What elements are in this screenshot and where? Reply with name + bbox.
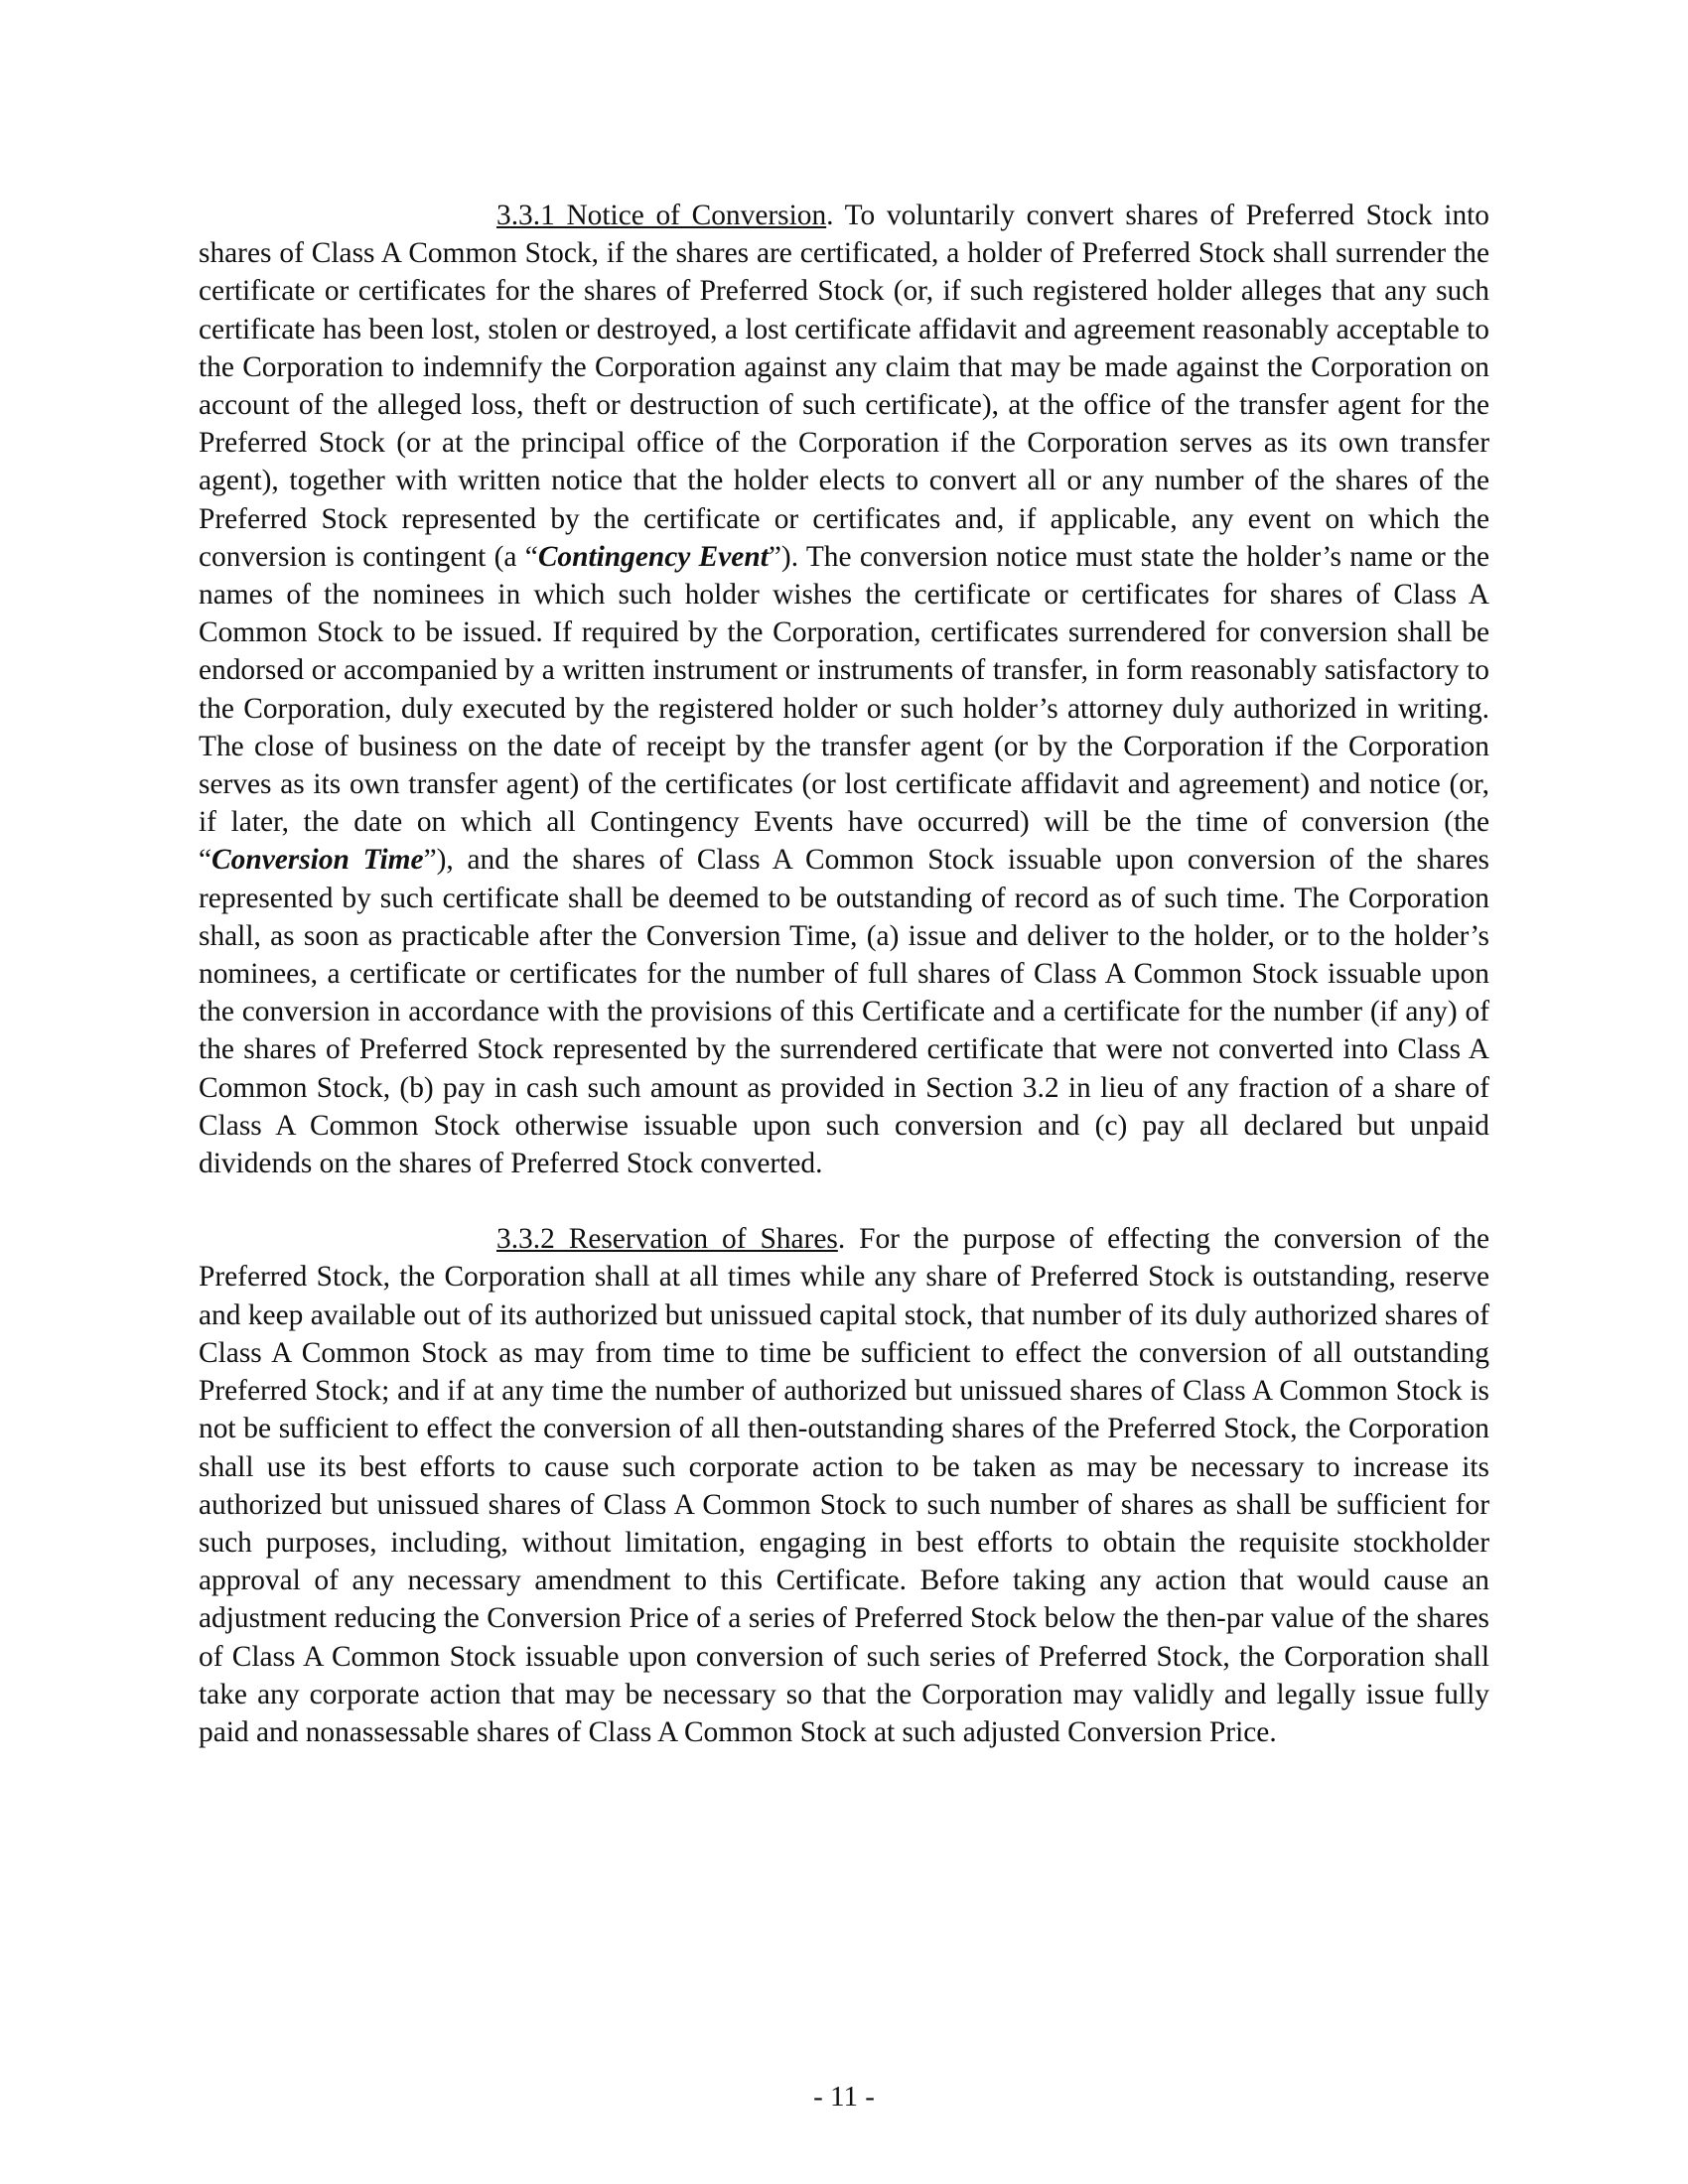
paragraph-text: ”). The conversion notice must state the holder’s name or the names of the nominees in which such holder wishes the certificate or certificates for shares of Class A Common Stock to be issued. If required by the Corporation, certificates surrendered for conversion shall be endorsed or accompanied by a written instrument or instruments of transfer, in form reasonably satisfactory to the Corporation, duly executed by the registered holder or such holder’s attorney duly authorized in writing. The close of business on the date of receipt by the transfer agent (or by the Corporation if the Corporation serves as its own transfer agent) of the certificates (or lost certificate affidavit and agreement) and notice (or, if later, the date on which all Contingency Events have occurred) will be the time of conversion (the “: [199, 540, 1489, 877]
section-3-3-2-paragraph: [199, 1220, 1489, 1751]
paragraph-text: . For the purpose of effecting the conversion of the Preferred Stock, the Corporation shall at all times while any share of Preferred Stock is outstanding, reserve and keep available out of its authorized but unissued capital stock, that number of its duly authorized shares of Class A Common Stock as may from time to time be sufficient to effect the conversion of all outstanding Preferred Stock; and if at any time the number of authorized but unissued shares of Class A Common Stock is not be sufficient to effect the conversion of all then-outstanding shares of the Preferred Stock, the Corporation shall use its best efforts to cause such corporate action to be taken as may be necessary to increase its authorized but unissued shares of Class A Common Stock to such number of shares as shall be sufficient for such purposes, including, without limitation, engaging in best efforts to obtain the requisite stockholder approval of any necessary amendment to this Certificate. Before taking any action that would cause an adjustment reducing the Conversion Price of a series of Preferred Stock below the then-par value of the shares of Class A Common Stock issuable upon conversion of such series of Preferred Stock, the Corporation shall take any corporate action that may be necessary so that the Corporation may validly and legally issue fully paid and nonassessable shares of Class A Common Stock at such adjusted Conversion Price.: [199, 1223, 1489, 1748]
paragraph-text: . To voluntarily convert shares of Preferred Stock into shares of Class A Common Stock, if the shares are certificated, a holder of Preferred Stock shall surrender the certificate or certificates for the shares of Preferred Stock (or, if such registered holder alleges that any such certificate has been lost, stolen or destroyed, a lost certificate affidavit and agreement reasonably acceptable to the Corporation to indemnify the Corporation against any claim that may be made against the Corporation on account of the alleged loss, theft or destruction of such certificate), at the office of the transfer agent for the Preferred Stock (or at the principal office of the Corporation if the Corporation serves as its own transfer agent), together with written notice that the holder elects to convert all or any number of the shares of the Preferred Stock represented by the certificate or certificates and, if applicable, any event on which the conversion is contingent (a “: [199, 200, 1489, 573]
section-3-3-1-heading: 3.3.1 Notice of Conversion: [496, 200, 827, 231]
section-3-3-1-paragraph: [199, 197, 1489, 1182]
defined-term-conversion-time: Conversion Time: [211, 844, 424, 877]
section-3-3-2-heading: 3.3.2 Reservation of Shares: [496, 1223, 838, 1256]
defined-term-contingency-event: Contingency Event: [537, 540, 769, 573]
document-body: [199, 197, 1489, 1751]
paragraph-text: ”), and the shares of Class A Common Stock issuable upon conversion of the shares represented by such certificate shall be deemed to be outstanding of record as of such time. The Corporation shall, as soon as practicable after the Conversion Time, (a) issue and deliver to the holder, or to the holder’s nominees, a certificate or certificates for the number of full shares of Class A Common Stock issuable upon the conversion in accordance with the provisions of this Certificate and a certificate for the number (if any) of the shares of Preferred Stock represented by the surrendered certificate that were not converted into Class A Common Stock, (b) pay in cash such amount as provided in Section 3.2 in lieu of any fraction of a share of Class A Common Stock otherwise issuable upon such conversion and (c) pay all declared but unpaid dividends on the shares of Preferred Stock converted.: [199, 844, 1489, 1180]
page-number: - 11 -: [813, 2081, 875, 2113]
